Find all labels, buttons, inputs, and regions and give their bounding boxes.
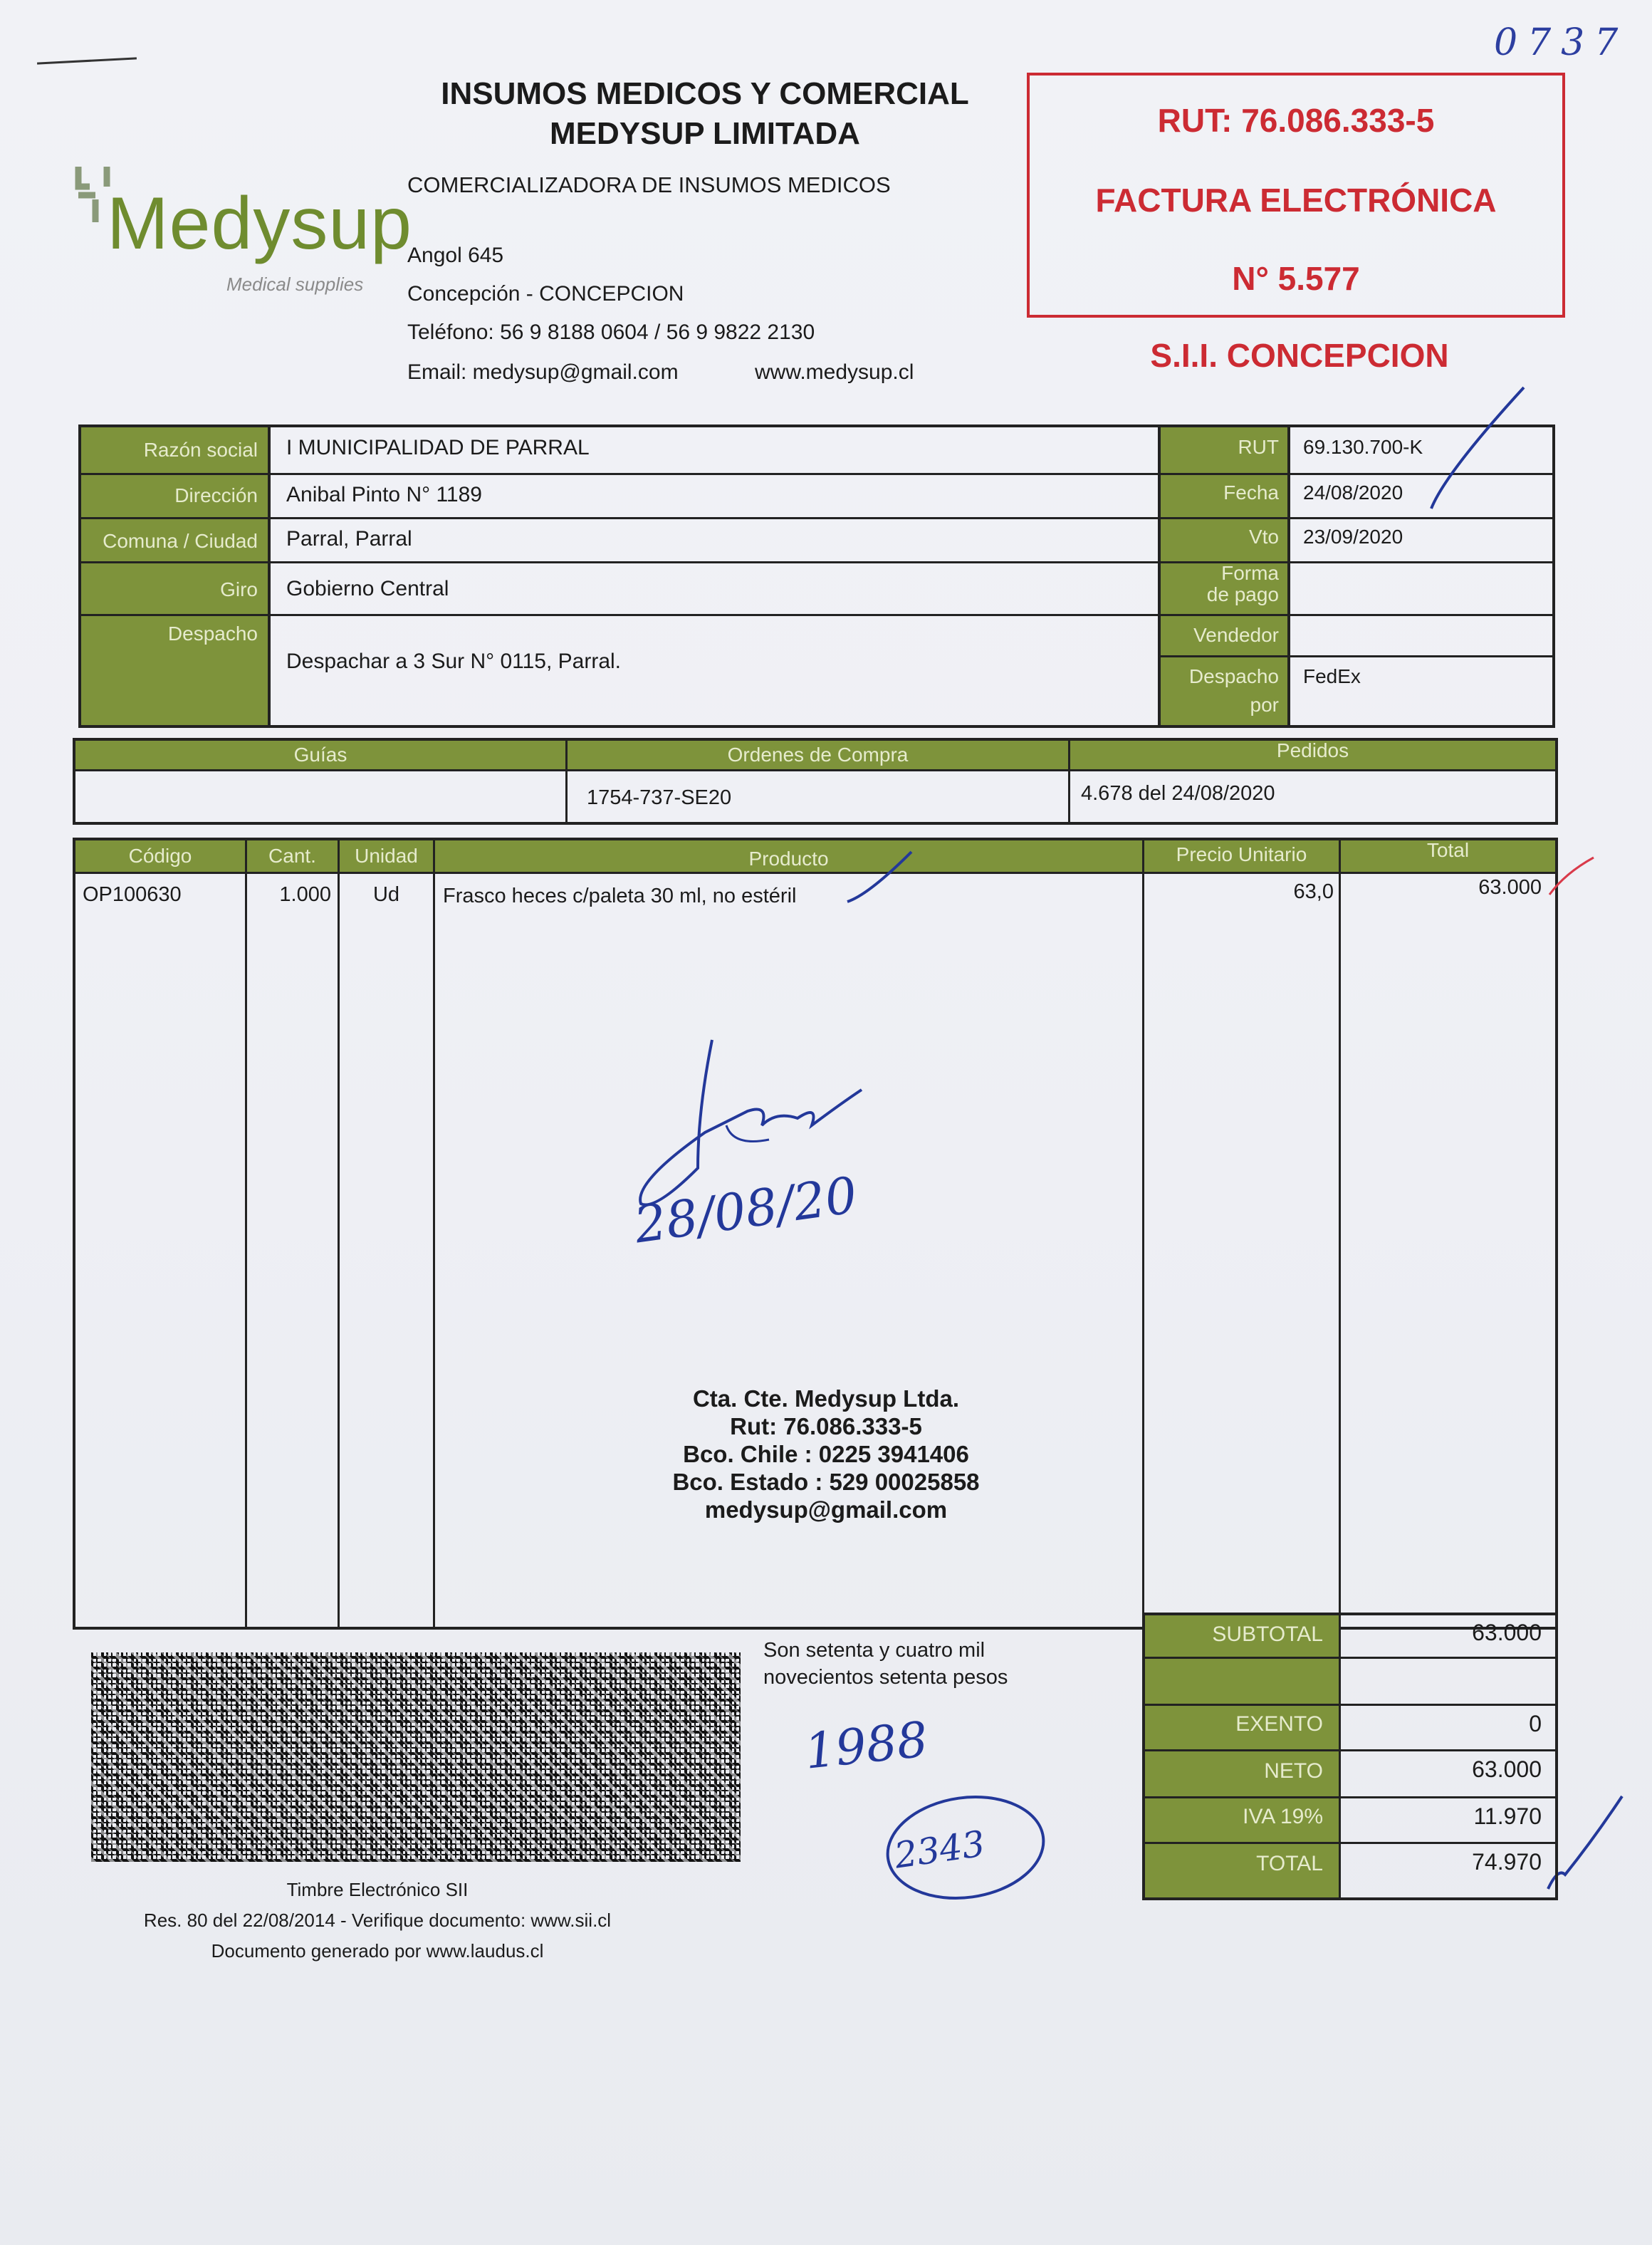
row-total: 63.000 bbox=[1478, 876, 1542, 899]
value-giro: Gobierno Central bbox=[286, 577, 449, 600]
timbre-resolution: Res. 80 del 22/08/2014 - Verifique documento: www.sii.cl bbox=[143, 1910, 612, 1931]
handwritten-2343: 2343 bbox=[892, 1823, 988, 1877]
row-codigo: OP100630 bbox=[83, 883, 182, 906]
total-value: 74.970 bbox=[1472, 1849, 1542, 1875]
company-name bbox=[399, 74, 1011, 154]
exento-value: 0 bbox=[1529, 1711, 1542, 1736]
total-label: TOTAL bbox=[1256, 1852, 1323, 1875]
value-despacho: Despachar a 3 Sur N° 0115, Parral. bbox=[286, 650, 622, 673]
label-despacho-por bbox=[1161, 662, 1279, 719]
company-name-line2: MEDYSUP LIMITADA bbox=[550, 116, 860, 151]
value-vto: 23/09/2020 bbox=[1303, 526, 1403, 548]
label-vendedor: Vendedor bbox=[1193, 624, 1279, 646]
bank-line5: medysup@gmail.com bbox=[704, 1496, 948, 1523]
pen-mark bbox=[37, 57, 137, 64]
label-razon-social: Razón social bbox=[143, 439, 258, 461]
logo-tagline: Medical supplies bbox=[226, 274, 364, 295]
barcode-texture bbox=[91, 1652, 741, 1862]
check-mark-rut bbox=[1396, 380, 1531, 516]
amount-words-line1: Son setenta y cuatro mil bbox=[763, 1639, 986, 1662]
subtotal-value: 63.000 bbox=[1472, 1620, 1542, 1645]
check-mark-total-red bbox=[1544, 852, 1601, 902]
col-codigo: Código bbox=[128, 845, 192, 867]
invoice-number: N° 5.577 bbox=[1232, 260, 1360, 297]
amount-words-line2: novecientos setenta pesos bbox=[763, 1666, 1008, 1689]
bank-info bbox=[612, 1385, 1040, 1523]
handwritten-1988: 1988 bbox=[802, 1712, 931, 1781]
row-producto: Frasco heces c/paleta 30 ml, no estéril bbox=[443, 885, 797, 907]
sii-office: S.I.I. CONCEPCION bbox=[1150, 337, 1449, 374]
label-comuna: Comuna / Ciudad bbox=[103, 530, 258, 552]
label-despacho: Despacho bbox=[167, 623, 258, 645]
check-mark-product bbox=[840, 845, 919, 909]
handwritten-number: 0737 bbox=[1494, 21, 1629, 64]
col-total: Total bbox=[1426, 839, 1470, 861]
logo-text: Medysup bbox=[107, 182, 412, 265]
row-unidad: Ud bbox=[372, 883, 400, 906]
label-giro: Giro bbox=[220, 578, 258, 600]
label-forma-pago-2: de pago bbox=[1206, 583, 1279, 605]
label-fecha: Fecha bbox=[1223, 481, 1279, 504]
company-address: Angol 645 bbox=[407, 244, 504, 267]
ref-header-pedidos: Pedidos bbox=[1276, 739, 1349, 761]
col-cantidad: Cant. bbox=[268, 845, 316, 867]
iva-value: 11.970 bbox=[1473, 1803, 1542, 1829]
exento-label: EXENTO bbox=[1235, 1712, 1323, 1736]
value-rut: 69.130.700-K bbox=[1303, 436, 1423, 458]
value-despacho-por: FedEx bbox=[1303, 665, 1361, 687]
invoice-type: FACTURA ELECTRÓNICA bbox=[1095, 182, 1497, 219]
amount-in-words bbox=[763, 1637, 1008, 1691]
col-precio-unitario: Precio Unitario bbox=[1176, 843, 1307, 865]
label-rut: RUT bbox=[1238, 436, 1279, 458]
ref-header-orden: Ordenes de Compra bbox=[727, 744, 909, 766]
company-description: COMERCIALIZADORA DE INSUMOS MEDICOS bbox=[407, 172, 891, 197]
row-cantidad: 1.000 bbox=[279, 883, 331, 906]
neto-value: 63.000 bbox=[1472, 1756, 1542, 1782]
label-forma-pago bbox=[1161, 563, 1279, 605]
company-website: www.medysup.cl bbox=[755, 360, 914, 384]
label-direccion: Dirección bbox=[174, 484, 258, 506]
timbre-footer bbox=[85, 1875, 669, 1967]
col-producto: Producto bbox=[748, 848, 829, 870]
company-name-line1: INSUMOS MEDICOS Y COMERCIAL bbox=[441, 76, 969, 111]
value-direccion: Anibal Pinto N° 1189 bbox=[286, 483, 482, 506]
company-city: Concepción - CONCEPCION bbox=[407, 282, 684, 306]
ref-pedido: 4.678 del 24/08/2020 bbox=[1081, 782, 1275, 805]
col-unidad: Unidad bbox=[355, 845, 418, 867]
bank-line2: Rut: 76.086.333-5 bbox=[730, 1413, 922, 1439]
timbre-label: Timbre Electrónico SII bbox=[286, 1879, 469, 1900]
bank-line1: Cta. Cte. Medysup Ltda. bbox=[692, 1385, 960, 1412]
ref-orden-compra: 1754-737-SE20 bbox=[587, 786, 732, 809]
value-razon-social: I MUNICIPALIDAD DE PARRAL bbox=[286, 436, 590, 459]
subtotal-label: SUBTOTAL bbox=[1212, 1622, 1323, 1646]
timbre-generated: Documento generado por www.laudus.cl bbox=[211, 1940, 544, 1962]
handwritten-date: 28/08/20 bbox=[630, 1165, 861, 1255]
iva-label: IVA 19% bbox=[1243, 1805, 1323, 1828]
neto-label: NETO bbox=[1264, 1759, 1323, 1783]
invoice-id-box bbox=[1027, 73, 1565, 318]
bank-line4: Bco. Estado : 529 00025858 bbox=[672, 1469, 980, 1495]
ref-header-guias: Guías bbox=[293, 744, 347, 766]
label-vto: Vto bbox=[1248, 526, 1279, 548]
invoice-rut: RUT: 76.086.333-5 bbox=[1157, 102, 1435, 139]
client-labels-left bbox=[81, 427, 268, 725]
bank-line3: Bco. Chile : 0225 3941406 bbox=[683, 1441, 969, 1467]
row-precio-unitario: 63,0 bbox=[1293, 880, 1334, 903]
label-despacho-por-1: Despacho bbox=[1188, 665, 1279, 687]
value-comuna: Parral, Parral bbox=[286, 527, 412, 551]
company-phone: Teléfono: 56 9 8188 0604 / 56 9 9822 2130 bbox=[407, 321, 815, 344]
label-despacho-por-2: por bbox=[1250, 694, 1279, 716]
company-email: Email: medysup@gmail.com bbox=[407, 360, 679, 384]
value-fecha: 24/08/2020 bbox=[1303, 481, 1403, 504]
label-forma-pago-1: Forma bbox=[1221, 562, 1279, 584]
